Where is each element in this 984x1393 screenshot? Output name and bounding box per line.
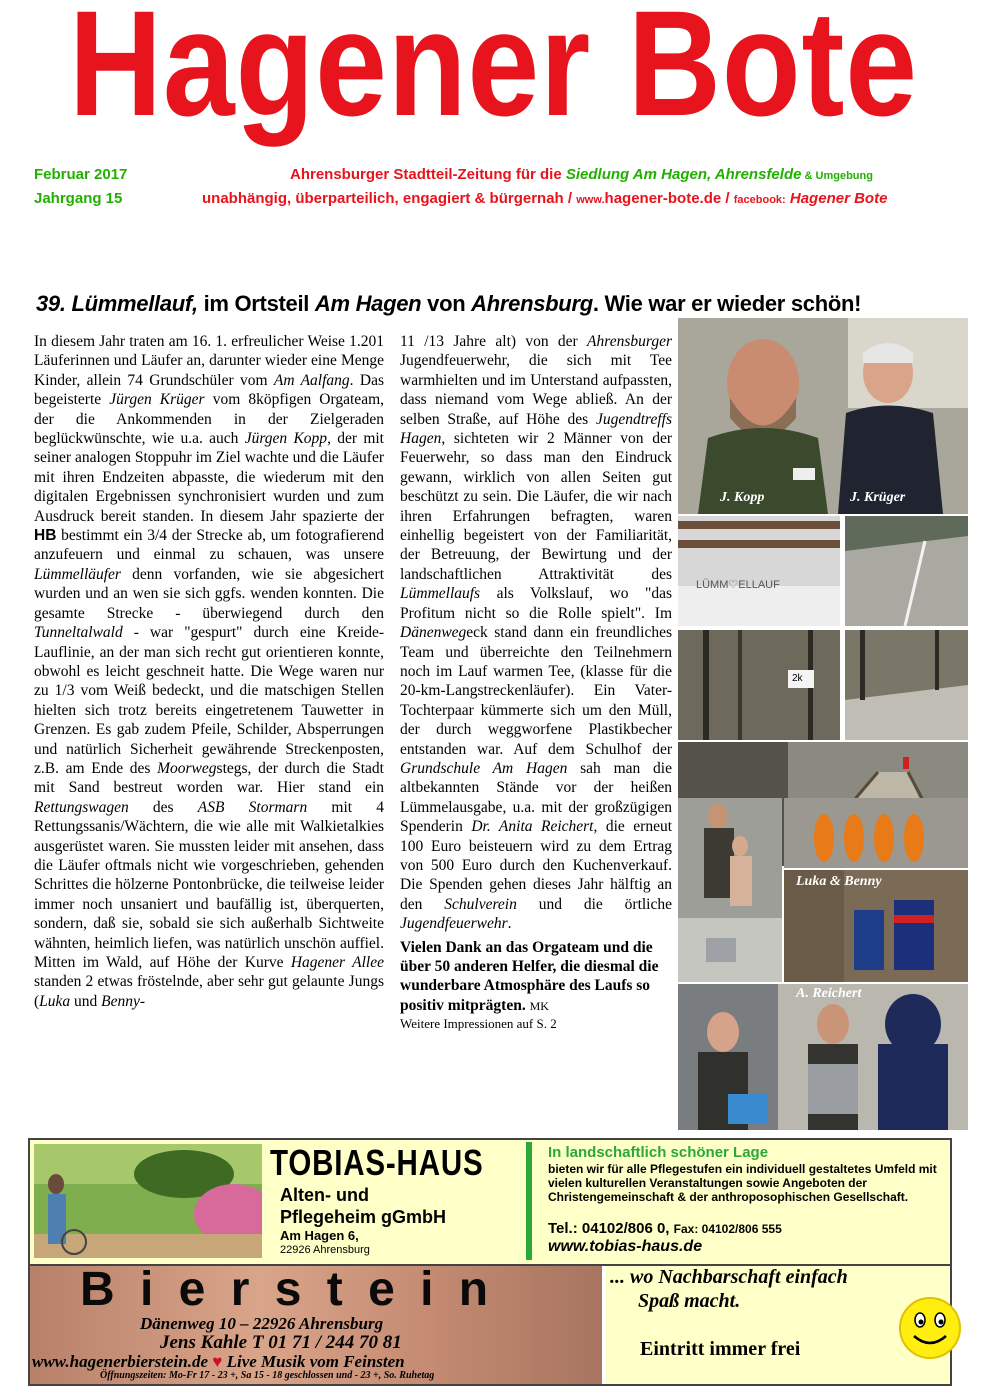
article-headline — [36, 290, 976, 318]
text-run: Dänenweg — [400, 624, 467, 642]
tobias-line1: Alten- und — [280, 1185, 369, 1205]
photo-path-chalk — [845, 516, 968, 626]
photo-snow-bench — [678, 516, 840, 626]
text-run: 11 /13 Jahre alt) von der — [400, 333, 588, 350]
garden-photo — [34, 1144, 262, 1258]
text-run: Luka — [39, 992, 71, 1010]
photo-mascots — [784, 798, 968, 868]
issue-volume: Jahrgang 15 — [34, 190, 123, 207]
forest-path-shapes — [845, 630, 968, 740]
headline-p4: von — [421, 291, 472, 316]
green-divider — [526, 1142, 532, 1260]
article-column-2 — [400, 332, 672, 1122]
text-run: und die örtliche — [516, 895, 672, 913]
text-run: und — [70, 992, 102, 1010]
text-run: eck stand dann ein freundliches Team und überreichte den Teilnehmern noch im Lauf warmen Tee, (klasse für die 20-km-Langstreckenläufer). Ein Vater-Tochterpaar kümmerte sich um den Müll, der durch weggworfene Plastikbecher entstanden war. Auf dem Schulhof der — [400, 624, 672, 758]
text-run: bestimmt ein 3/4 der Strecke ab, um fotografierend anzufeuern und einmal zu schauen, was unsere — [34, 527, 384, 564]
tobias-body: bieten wir für alle Pflegestufen ein individuell gestaltetes Umfeld mit vielen kulturellen Veranstaltungen sowie Angeboten der Christengemeinschaft & der anthroposophischen Gesellschaft. — [548, 1162, 937, 1204]
headline-p2: im Ortsteil — [197, 291, 315, 316]
bierstein-contact: Jens Kahle T 01 71 / 244 70 81 — [160, 1332, 402, 1353]
smiley-icon — [898, 1296, 962, 1360]
headline-p5: Ahrensburg — [471, 291, 593, 316]
caption-krueger: J. Krüger — [850, 490, 906, 505]
forest-sign-shapes — [678, 630, 840, 740]
men-photo-shapes — [678, 318, 968, 514]
issue-date: Februar 2017 — [34, 166, 128, 183]
tagline-2 — [202, 188, 887, 211]
photo-father-daughter — [678, 798, 782, 982]
website-link[interactable]: hagener-bote.de — [604, 190, 722, 207]
photo-reichert — [678, 984, 968, 1130]
facebook-link[interactable]: Hagener Bote — [785, 190, 888, 207]
snow-text: LÜMM♡ELLAUF — [696, 579, 780, 591]
tagline-1-c: & Umgebung — [801, 170, 873, 182]
text-run: , sichteten wir 2 Männer von der Feuerwehr, so dass man den Eindruck gewann, wirklich von allen Seiten gut beschützt zu sein. Die Läufer, die wir nach ihren Erfahrungen befragten, waren einhellig begeistert von der Familiarität, der Betreuung, der Bewirtung und der landschaftlichen Attraktivität des — [400, 430, 672, 583]
text-run: stegs, der durch die Stadt mit Sand bestreut worden war. Hier stand ein — [34, 759, 384, 797]
text-run: Am Aalfang — [273, 371, 350, 389]
caption-kopp: J. Kopp — [720, 490, 765, 505]
text-run: Dr. Anita Reichert — [471, 818, 594, 836]
text-run: Hagener Allee — [290, 954, 384, 971]
tobias-line2: Pflegeheim gGmbH — [280, 1207, 447, 1227]
text-run: Tunneltalwald — [34, 624, 123, 642]
tagline-2-d: / — [721, 190, 734, 207]
text-run: , die erneut 100 Euro beisteuern wird zu dem Ertrag von 500 Euro durch den Kuchenverkauf. Die Spenden gehen dieses Jahr hälftig an den — [400, 818, 672, 913]
tobias-web[interactable]: www.tobias-haus.de — [548, 1238, 703, 1255]
column-2-paragraph — [400, 332, 672, 934]
text-run: Rettungswagen — [34, 798, 129, 816]
tobias-address: Am Hagen 6, — [280, 1228, 359, 1243]
tobias-city: 22926 Ahrensburg — [280, 1244, 370, 1256]
text-run: mit 4 Rettungssanis/Wächtern, die wie alle mit Walkietalkies ausgerüstet waren. Sie mussten leider mit ansehen, dass die Läufer oftmals nicht wie vorgeschrieben, gehenden Schrittes die hölzerne Pontonbrücke, die teilweise leider immer noch unsaniert und baufällig ist, überquerten, sondern, daß sie, sobald sie sich außerhalb Sichtweite wähnten, heimlich liefen, was natürlich unschön auffiel. Mitten im Wald, auf Höhe der Kurve — [34, 798, 384, 971]
text-run: Benny — [101, 992, 140, 1010]
text-run: Jugendfeuerwehr — [400, 915, 508, 933]
text-run: standen 2 etwas fröstelnde, aber sehr gut gelaunte Jungs ( — [34, 973, 384, 1010]
text-run: - — [139, 992, 146, 1010]
headline-p6: . Wie war er wieder schön! — [592, 291, 862, 316]
tobias-contact — [548, 1220, 782, 1237]
masthead-title: Hagener Bote — [68, 0, 918, 147]
bierstein-name: B i e r s t e i n — [80, 1263, 495, 1316]
reichert-shapes — [678, 984, 968, 1130]
slogan-line1: ... wo Nachbarschaft einfach — [610, 1266, 848, 1288]
photo-forest-sign — [678, 630, 840, 740]
distance-sign: 2k — [792, 673, 803, 684]
tobias-fax: Fax: 04102/806 555 — [673, 1222, 782, 1236]
tobias-haus-ad — [28, 1138, 952, 1266]
tobias-tel: Tel.: 04102/806 0, — [548, 1220, 670, 1237]
heart-icon: ♥ — [212, 1352, 223, 1371]
text-run: Jürgen Krüger — [109, 391, 205, 409]
text-run: . — [507, 915, 512, 933]
tagline-2-a: unabhängig, überparteilich, engagiert & bürgernah / — [202, 190, 577, 207]
text-run: des — [128, 798, 198, 816]
text-run: Jugendtreffs Hagen — [400, 410, 672, 448]
article-column-1 — [34, 332, 384, 1122]
tagline-1 — [290, 164, 873, 187]
text-run: Jugendfeuerwehr, die sich mit Tee warmhielten und im Unterstand aufpassten, dass niemand vom Wege abließ. An der selben Straße, auf Höhe des — [400, 352, 672, 428]
bierstein-hours: Öffnungszeiten: Mo-Fr 17 - 23 +, Sa 15 - 18 geschlossen und - 23 +, So. Ruhetag — [100, 1370, 435, 1381]
bierstein-address: Dänenweg 10 – 22926 Ahrensburg — [140, 1314, 384, 1333]
caption-luka-benny: Luka & Benny — [796, 874, 882, 889]
text-run: ASB Stormarn — [197, 798, 308, 816]
hb-logo-text: HB — [34, 527, 57, 545]
photo-luka-benny — [784, 870, 968, 982]
tagline-1-a: Ahrensburger Stadtteil-Zeitung für die — [290, 166, 566, 183]
entry-free: Eintritt immer frei — [640, 1338, 801, 1360]
mascots-shapes — [784, 798, 968, 868]
bierstein-ad — [28, 1264, 952, 1386]
bierstein-web[interactable]: www.hagenerbierstein.de — [32, 1352, 208, 1371]
text-run: Moorweg — [157, 759, 217, 777]
text-run: sah man die altbekannten Stände vor der heißen Lümmelausgabe, u.a. mit der großzügigen Spenderin — [400, 759, 672, 836]
text-run: - war "gespurt" durch eine Kreide-Lauflinie, an der man sich recht gut orientieren konnte, obwohl es leicht geschneit hatte. Die Wege waren nur zu 1/3 vom Weiß bedeckt, und die matschigen Stellen hielten sich trotz bereits eingetretenem Tauwetter in Grenzen. Es gab zudem Pfeile, Schilder, Absperrungen und natürlich Sicherheit gewährende Streckenposten, z.B. am Ende des — [34, 624, 384, 777]
tagline-2-b[interactable]: www. — [576, 194, 605, 206]
text-run: Schulverein — [444, 895, 517, 913]
text-run: vom 8köpfigen Orgateam, der die Ankommenden in der Zielgeraden beglückwünschte, wie u.a. auch — [34, 391, 384, 448]
photo-kopp-krueger — [678, 318, 968, 514]
headline-p3: Am Hagen — [314, 291, 422, 316]
column-1-paragraph — [34, 332, 384, 1011]
tagline-2-e: facebook: — [733, 194, 786, 206]
bierstein-webline — [32, 1352, 405, 1372]
caption-reichert: A. Reichert — [796, 986, 862, 1001]
text-run: Lümmelläufer — [34, 565, 121, 583]
text-run: . Das begeisterte — [34, 371, 384, 409]
path-chalk-shapes — [845, 516, 968, 626]
father-daughter-shapes — [678, 798, 782, 982]
garden-photo-shapes — [34, 1144, 262, 1258]
text-run: Grundschule Am Hagen — [400, 759, 568, 777]
text-run: denn vorfanden, wie sie abgesichert wurden und an wen sie sich ggfs. wenden konnten. Die gesamte Strecke - überwiegend durch den — [34, 565, 384, 622]
thanks-text: Vielen Dank an das Orgateam und die über 50 anderen Helfer, die diesmal die wunderbare Atmosphäre des Laufs so positiv mitprägten. — [400, 938, 659, 1014]
text-run: Ahrensburger — [587, 333, 672, 350]
bierstein-music: Live Musik vom Feinsten — [226, 1352, 405, 1371]
photo-forest-path — [845, 630, 968, 740]
text-run: In diesem Jahr traten am 16. 1. erfreulicher Weise 1.201 Läuferinnen und Läufer an, darunter wieder eine Menge Kinder, allein 74 Grundschüler vom — [34, 333, 384, 389]
text-run: Lümmellaufs — [400, 585, 481, 603]
text-run: , der mit seiner analogen Stoppuhr im Ziel wachte und die Läufer mit ihren Endzeiten abpasste, die wiederum mit den digitalen Ergebnissen synchronisiert wurden und zum Ausdruck bereit standen. In diesem Jahr spazierte der — [34, 430, 384, 525]
thanks-paragraph — [400, 938, 672, 1017]
tobias-haus-name: TOBIAS-HAUS — [270, 1142, 484, 1183]
author-initials: MK — [529, 998, 549, 1013]
text-run: als Volkslauf, wo "das Profitum nicht so die Rolle spielt". Im — [400, 585, 672, 622]
slogan-line2: Spaß macht. — [638, 1290, 741, 1312]
tagline-1-b: Siedlung Am Hagen, Ahrensfelde — [565, 166, 802, 183]
text-run: Jürgen Kopp — [244, 430, 328, 448]
headline-p1: 39. Lümmellauf, — [36, 291, 198, 316]
more-link: Weitere Impressionen auf S. 2 — [400, 1016, 557, 1032]
snow-bench-shapes — [678, 516, 840, 626]
tobias-tagline: In landschaftlich schöner Lage — [548, 1144, 769, 1161]
